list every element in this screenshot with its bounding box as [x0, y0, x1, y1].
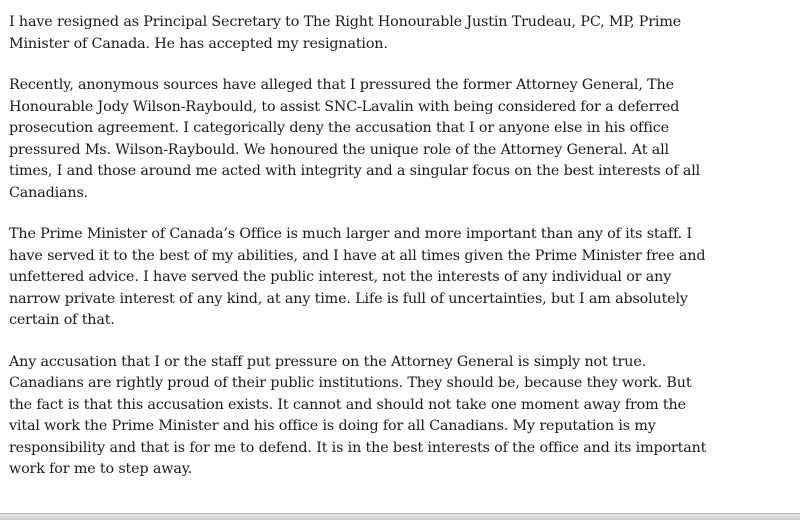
text-line: unfettered advice. I have served the public interest, not the interests of any individual or any [9, 269, 672, 285]
paragraph-denial [9, 75, 789, 204]
text-line: I have resigned as Principal Secretary to The Right Honourable Justin Trudeau, PC, MP, Prime [9, 14, 682, 30]
text-line: Canadians are rightly proud of their public institutions. They should be, because they work. But [9, 375, 692, 391]
text-line: pressured Ms. Wilson-Raybould. We honoured the unique role of the Attorney General. At all [9, 141, 669, 158]
text-line: The Prime Minister of Canada’s Office is much larger and more important than any of its staff. I [9, 226, 692, 242]
text-line: have served it to the best of my abilities, and I have at all times given the Prime Minister free and [9, 247, 706, 264]
text-line: work for me to step away. [9, 461, 193, 477]
paragraph-closing [9, 352, 789, 481]
text-line: Minister of Canada. He has accepted my resignation. [9, 35, 388, 52]
paragraph-resignation [9, 12, 789, 55]
text-line: certain of that. [9, 312, 115, 328]
text-line: Any accusation that I or the staff put pressure on the Attorney General is simply not true. [9, 353, 647, 370]
text-line: Honourable Jody Wilson-Raybould, to assist SNC-Lavalin with being considered for a deferred [9, 98, 680, 115]
text-line: the fact is that this accusation exists. It cannot and should not take one moment away from the [9, 396, 686, 413]
text-line: vital work the Prime Minister and his office is doing for all Canadians. My reputation is my [9, 418, 656, 434]
text-line: narrow private interest of any kind, at any time. Life is full of uncertainties, but I am absolutely [9, 290, 688, 307]
bottom-divider [0, 513, 800, 520]
text-line: responsibility and that is for me to defend. It is in the best interests of the office and its important [9, 439, 707, 456]
paragraph-service [9, 224, 789, 332]
text-line: Recently, anonymous sources have alleged that I pressured the former Attorney General, The [9, 77, 674, 93]
text-line: Canadians. [9, 184, 89, 201]
text-line: times, I and those around me acted with integrity and a singular focus on the best interests of all [9, 163, 701, 179]
text-line: prosecution agreement. I categorically deny the accusation that I or anyone else in his office [9, 120, 669, 136]
